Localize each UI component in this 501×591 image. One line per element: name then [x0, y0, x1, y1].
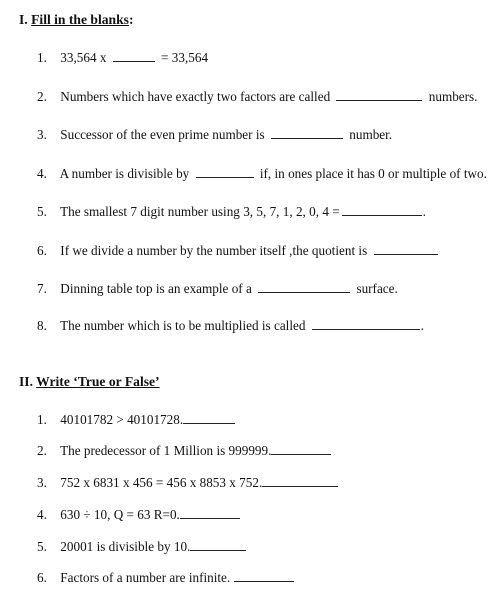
blank-item-1	[37, 50, 208, 66]
item-number: 2.	[37, 443, 47, 458]
answer-blank[interactable]	[113, 52, 155, 62]
item-text: The smallest 7 digit number using 3, 5, 7, 1, 2, 0, 4 =	[60, 204, 340, 219]
section-1-colon: :	[128, 12, 134, 27]
blank-item-7	[37, 281, 398, 297]
item-number: 1.	[37, 50, 47, 65]
answer-blank[interactable]	[312, 320, 420, 330]
blank-item-4	[37, 166, 487, 182]
answer-blank[interactable]	[234, 572, 294, 582]
item-text: Successor of the even prime number is	[60, 127, 265, 142]
tf-item-1	[37, 412, 235, 428]
item-number: 5.	[37, 204, 47, 219]
item-number: 6.	[37, 243, 47, 258]
item-text: The number which is to be multiplied is called	[60, 318, 306, 333]
section-1-title: Fill in the blanks	[31, 12, 129, 27]
tf-item-2	[37, 443, 331, 459]
item-number: 4.	[37, 166, 47, 181]
section-2-title: Write ‘True or False’	[36, 374, 160, 389]
section-1-number: I.	[19, 12, 28, 27]
item-text: The predecessor of 1 Million is 999999.	[60, 443, 272, 458]
item-number: 5.	[37, 539, 47, 554]
tf-item-5	[37, 539, 246, 555]
item-text: If we divide a number by the number itself ,the quotient is	[60, 243, 368, 258]
blank-item-2	[37, 89, 477, 105]
item-text: 33,564 x	[60, 50, 107, 65]
answer-blank[interactable]	[180, 509, 240, 519]
item-text: Factors of a number are infinite.	[60, 570, 231, 585]
section-2-number: II.	[19, 374, 33, 389]
item-number: 6.	[37, 570, 47, 585]
blank-item-8	[37, 318, 424, 334]
answer-blank[interactable]	[262, 477, 338, 487]
item-text: 20001 is divisible by 10.	[60, 539, 191, 554]
item-text: 630 ÷ 10, Q = 63 R=0.	[60, 507, 180, 522]
item-text: Numbers which have exactly two factors are called	[60, 89, 331, 104]
item-number: 7.	[37, 281, 47, 296]
item-number: 3.	[37, 127, 47, 142]
item-number: 3.	[37, 475, 47, 490]
tf-item-3	[37, 475, 338, 491]
item-text-after: .	[422, 204, 426, 219]
blank-item-5	[37, 204, 426, 220]
item-number: 1.	[37, 412, 47, 427]
item-text-after: surface.	[356, 281, 398, 296]
item-text-after: numbers.	[428, 89, 478, 104]
item-text-after: if, in ones place it has 0 or multiple of two.	[259, 166, 487, 181]
tf-item-6	[37, 570, 294, 586]
answer-blank[interactable]	[258, 283, 350, 293]
answer-blank[interactable]	[342, 206, 422, 216]
answer-blank[interactable]	[374, 245, 438, 255]
answer-blank[interactable]	[271, 129, 343, 139]
item-text-after: .	[420, 318, 425, 333]
answer-blank[interactable]	[190, 541, 246, 551]
tf-item-4	[37, 507, 240, 523]
item-text-after: = 33,564	[161, 50, 209, 65]
blank-item-3	[37, 127, 392, 143]
answer-blank[interactable]	[183, 414, 235, 424]
item-text: 752 x 6831 x 456 = 456 x 8853 x 752.	[60, 475, 263, 490]
item-number: 2.	[37, 89, 47, 104]
item-number: 4.	[37, 507, 47, 522]
item-text: A number is divisible by	[59, 166, 190, 181]
blank-item-6	[37, 243, 441, 259]
answer-blank[interactable]	[271, 445, 331, 455]
section-1-heading	[19, 12, 133, 28]
item-text-after: number.	[349, 127, 393, 142]
answer-blank[interactable]	[336, 91, 422, 101]
section-2-heading	[19, 374, 160, 390]
item-number: 8.	[37, 318, 47, 333]
answer-blank[interactable]	[196, 168, 254, 178]
item-text: Dinning table top is an example of a	[60, 281, 252, 296]
item-text: 40101782 > 40101728.	[60, 412, 184, 427]
